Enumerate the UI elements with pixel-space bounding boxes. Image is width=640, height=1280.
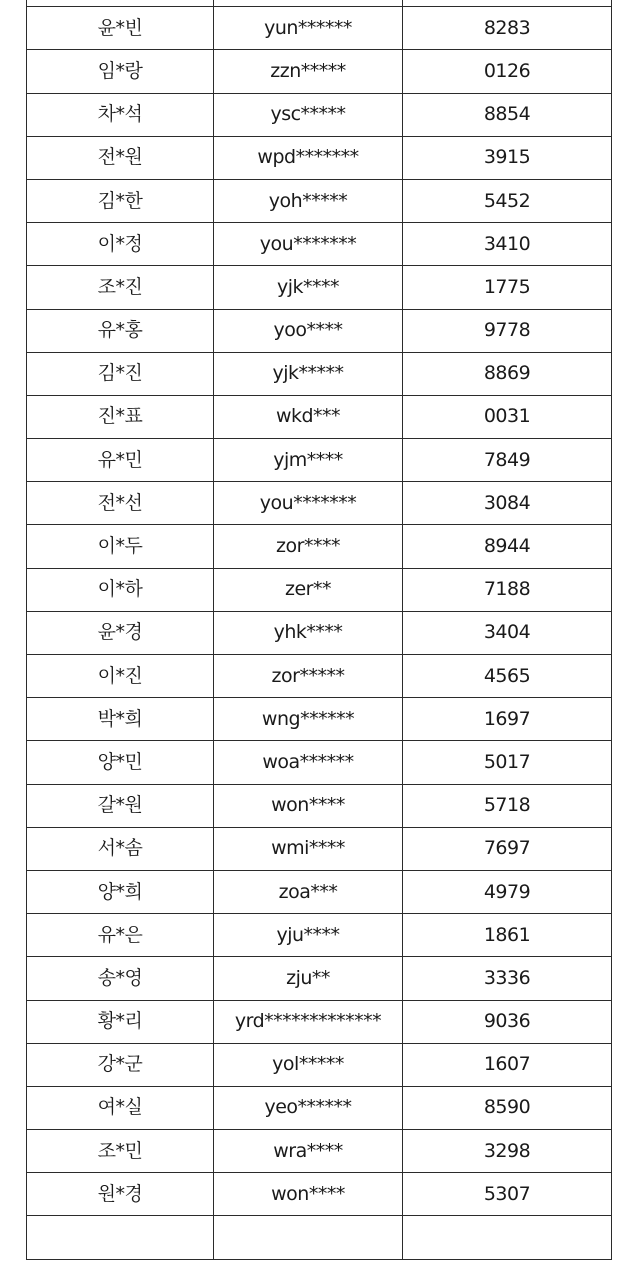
phone-digits-cell: 8869 <box>403 352 612 395</box>
user-id-cell: yjk**** <box>214 266 403 309</box>
name-cell: 김*한 <box>27 179 214 222</box>
phone-digits-cell: 9778 <box>403 309 612 352</box>
table-row <box>27 1000 612 1043</box>
name-cell: 이*두 <box>27 525 214 568</box>
user-id-cell: zoa*** <box>214 870 403 913</box>
user-id-cell: wra**** <box>214 1130 403 1173</box>
user-id-cell: you******* <box>214 223 403 266</box>
user-id-cell: woa****** <box>214 741 403 784</box>
phone-digits-cell: 5307 <box>403 1173 612 1216</box>
table-row <box>27 0 612 7</box>
name-cell: 강*군 <box>27 1043 214 1086</box>
table-row <box>27 741 612 784</box>
user-id-cell: yeo****** <box>214 1086 403 1129</box>
name-cell: 윤*경 <box>27 611 214 654</box>
phone-digits-cell: 0031 <box>403 395 612 438</box>
phone-digits-cell: 3298 <box>403 1130 612 1173</box>
name-cell: 유*홍 <box>27 309 214 352</box>
phone-digits-cell: 7697 <box>403 827 612 870</box>
winner-table-body <box>27 0 612 1259</box>
phone-digits-cell: 4979 <box>403 870 612 913</box>
name-cell: 유*민 <box>27 439 214 482</box>
name-cell: 갈*원 <box>27 784 214 827</box>
table-row <box>27 223 612 266</box>
phone-digits-cell: 5452 <box>403 179 612 222</box>
name-cell: 유*은 <box>27 914 214 957</box>
phone-digits-cell: 4565 <box>403 655 612 698</box>
user-id-cell: yjm**** <box>214 439 403 482</box>
phone-digits-cell: 1607 <box>403 1043 612 1086</box>
name-cell: 김*진 <box>27 352 214 395</box>
table-row <box>27 1043 612 1086</box>
name-cell: 임*랑 <box>27 50 214 93</box>
table-row <box>27 482 612 525</box>
table-row <box>27 266 612 309</box>
phone-digits-cell: 8944 <box>403 525 612 568</box>
table-row <box>27 50 612 93</box>
phone-digits-cell: 7849 <box>403 439 612 482</box>
table-row <box>27 870 612 913</box>
name-cell <box>27 1216 214 1259</box>
phone-digits-cell: 1775 <box>403 266 612 309</box>
name-cell: 전*원 <box>27 136 214 179</box>
phone-digits-cell: 8854 <box>403 93 612 136</box>
table-row <box>27 698 612 741</box>
phone-digits-cell <box>403 1216 612 1259</box>
phone-digits-cell: 5017 <box>403 741 612 784</box>
name-cell: 차*석 <box>27 93 214 136</box>
phone-digits-cell <box>403 0 612 7</box>
table-row <box>27 1216 612 1259</box>
table-row <box>27 611 612 654</box>
user-id-cell: yun****** <box>214 7 403 50</box>
user-id-cell: wmi**** <box>214 827 403 870</box>
phone-digits-cell: 5718 <box>403 784 612 827</box>
table-row <box>27 136 612 179</box>
table-row <box>27 93 612 136</box>
user-id-cell: yju**** <box>214 914 403 957</box>
phone-digits-cell: 1861 <box>403 914 612 957</box>
table-row <box>27 439 612 482</box>
table-row <box>27 1130 612 1173</box>
table-row <box>27 784 612 827</box>
user-id-cell: yoo**** <box>214 309 403 352</box>
user-id-cell <box>214 1216 403 1259</box>
user-id-cell: yhk**** <box>214 611 403 654</box>
name-cell: 전*선 <box>27 482 214 525</box>
name-cell: 양*희 <box>27 870 214 913</box>
phone-digits-cell: 1697 <box>403 698 612 741</box>
user-id-cell: won**** <box>214 784 403 827</box>
table-row <box>27 1173 612 1216</box>
user-id-cell: wpd******* <box>214 136 403 179</box>
table-row <box>27 1086 612 1129</box>
user-id-cell: wng****** <box>214 698 403 741</box>
user-id-cell <box>214 0 403 7</box>
phone-digits-cell: 8590 <box>403 1086 612 1129</box>
user-id-cell: zzn***** <box>214 50 403 93</box>
user-id-cell: zor**** <box>214 525 403 568</box>
winner-table-container <box>26 0 611 1260</box>
phone-digits-cell: 3915 <box>403 136 612 179</box>
name-cell: 박*희 <box>27 698 214 741</box>
user-id-cell: yjk***** <box>214 352 403 395</box>
phone-digits-cell: 8283 <box>403 7 612 50</box>
user-id-cell: zju** <box>214 957 403 1000</box>
name-cell: 조*민 <box>27 1130 214 1173</box>
user-id-cell: yoh***** <box>214 179 403 222</box>
table-row <box>27 525 612 568</box>
name-cell: 황*리 <box>27 1000 214 1043</box>
table-row <box>27 7 612 50</box>
name-cell: 이*진 <box>27 655 214 698</box>
user-id-cell: won**** <box>214 1173 403 1216</box>
table-row <box>27 655 612 698</box>
table-row <box>27 957 612 1000</box>
name-cell: 송*영 <box>27 957 214 1000</box>
phone-digits-cell: 7188 <box>403 568 612 611</box>
table-row <box>27 827 612 870</box>
table-row <box>27 395 612 438</box>
phone-digits-cell: 3336 <box>403 957 612 1000</box>
user-id-cell: yol***** <box>214 1043 403 1086</box>
user-id-cell: zor***** <box>214 655 403 698</box>
name-cell: 양*민 <box>27 741 214 784</box>
phone-digits-cell: 3404 <box>403 611 612 654</box>
table-row <box>27 352 612 395</box>
table-row <box>27 568 612 611</box>
name-cell <box>27 0 214 7</box>
name-cell: 원*경 <box>27 1173 214 1216</box>
phone-digits-cell: 3084 <box>403 482 612 525</box>
table-row <box>27 309 612 352</box>
table-row <box>27 914 612 957</box>
name-cell: 서*솜 <box>27 827 214 870</box>
user-id-cell: yrd************* <box>214 1000 403 1043</box>
name-cell: 윤*빈 <box>27 7 214 50</box>
name-cell: 여*실 <box>27 1086 214 1129</box>
phone-digits-cell: 0126 <box>403 50 612 93</box>
name-cell: 이*하 <box>27 568 214 611</box>
name-cell: 진*표 <box>27 395 214 438</box>
table-row <box>27 179 612 222</box>
winner-table <box>26 0 612 1260</box>
user-id-cell: zer** <box>214 568 403 611</box>
phone-digits-cell: 3410 <box>403 223 612 266</box>
user-id-cell: wkd*** <box>214 395 403 438</box>
phone-digits-cell: 9036 <box>403 1000 612 1043</box>
name-cell: 조*진 <box>27 266 214 309</box>
user-id-cell: you******* <box>214 482 403 525</box>
name-cell: 이*정 <box>27 223 214 266</box>
user-id-cell: ysc***** <box>214 93 403 136</box>
